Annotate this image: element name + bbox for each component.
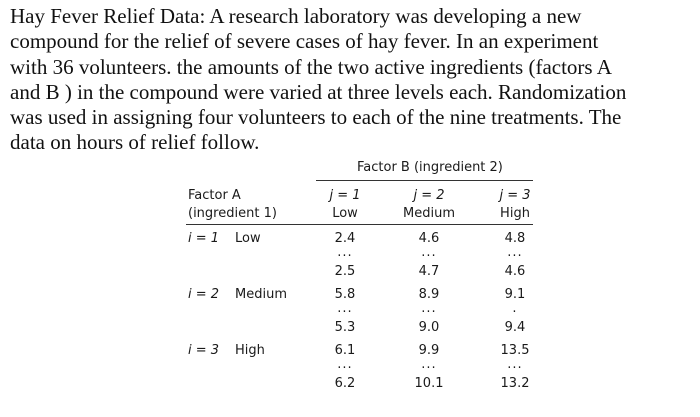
problem-statement bbox=[10, 4, 696, 156]
problem-line: compound for the relief of severe cases of hay fever. In an experiment bbox=[10, 29, 599, 54]
col-index-2: j = 2 bbox=[413, 188, 445, 203]
cell-1-2-last: 4.7 bbox=[418, 264, 440, 279]
col-label-1: Low bbox=[332, 206, 358, 221]
cell-1-3-first: 4.8 bbox=[504, 231, 526, 246]
col-index-3: j = 3 bbox=[499, 188, 531, 203]
cell-3-3-ellipsis: ... bbox=[507, 357, 523, 372]
row-label-3: High bbox=[235, 343, 265, 358]
factor-a-header-line1: Factor A bbox=[188, 188, 241, 203]
cell-2-1-first: 5.8 bbox=[334, 287, 356, 302]
cell-3-1-first: 6.1 bbox=[334, 343, 356, 358]
problem-line: was used in assigning four volunteers to each of the nine treatments. The bbox=[10, 105, 622, 130]
cell-1-2-ellipsis: ... bbox=[421, 245, 437, 260]
col-label-3: High bbox=[500, 206, 530, 221]
cell-1-3-ellipsis: ... bbox=[507, 245, 523, 260]
row-label-2: Medium bbox=[235, 287, 287, 302]
cell-2-1-ellipsis: ... bbox=[337, 301, 353, 316]
cell-3-1-last: 6.2 bbox=[334, 376, 356, 391]
cell-1-2-first: 4.6 bbox=[418, 231, 440, 246]
problem-line: and B ) in the compound were varied at three levels each. Randomization bbox=[10, 79, 627, 104]
cell-2-2-first: 8.9 bbox=[418, 287, 440, 302]
cell-2-2-last: 9.0 bbox=[418, 320, 440, 335]
cell-3-2-last: 10.1 bbox=[414, 376, 444, 391]
cell-1-3-last: 4.6 bbox=[504, 264, 526, 279]
factor-b-rule bbox=[316, 180, 533, 181]
cell-2-3-first: 9.1 bbox=[504, 287, 526, 302]
cell-1-1-first: 2.4 bbox=[334, 231, 356, 246]
problem-line: data on hours of relief follow. bbox=[10, 130, 260, 155]
cell-3-3-last: 13.2 bbox=[500, 376, 530, 391]
cell-3-1-ellipsis: ... bbox=[337, 357, 353, 372]
cell-2-3-last: 9.4 bbox=[504, 320, 526, 335]
cell-1-1-last: 2.5 bbox=[334, 264, 356, 279]
row-index-3: i = 3 bbox=[188, 343, 220, 358]
factor-b-header: Factor B (ingredient 2) bbox=[357, 160, 503, 175]
row-index-1: i = 1 bbox=[188, 231, 220, 246]
factor-a-header-line2: (ingredient 1) bbox=[188, 206, 277, 221]
cell-3-2-first: 9.9 bbox=[418, 343, 440, 358]
cell-3-2-ellipsis: ... bbox=[421, 357, 437, 372]
cell-2-1-last: 5.3 bbox=[334, 320, 356, 335]
problem-line: Hay Fever Relief Data: A research laboratory was developing a new bbox=[10, 4, 582, 28]
col-label-2: Medium bbox=[403, 206, 455, 221]
cell-2-3-ellipsis: . bbox=[512, 301, 518, 316]
row-label-1: Low bbox=[235, 231, 261, 246]
cell-3-3-first: 13.5 bbox=[500, 343, 530, 358]
col-index-1: j = 1 bbox=[329, 188, 361, 203]
cell-2-2-ellipsis: ... bbox=[421, 301, 437, 316]
problem-line: with 36 volunteers. the amounts of the two active ingredients (factors A bbox=[10, 54, 612, 79]
row-index-2: i = 2 bbox=[188, 287, 220, 302]
cell-1-1-ellipsis: ... bbox=[337, 245, 353, 260]
header-rule bbox=[186, 224, 533, 225]
